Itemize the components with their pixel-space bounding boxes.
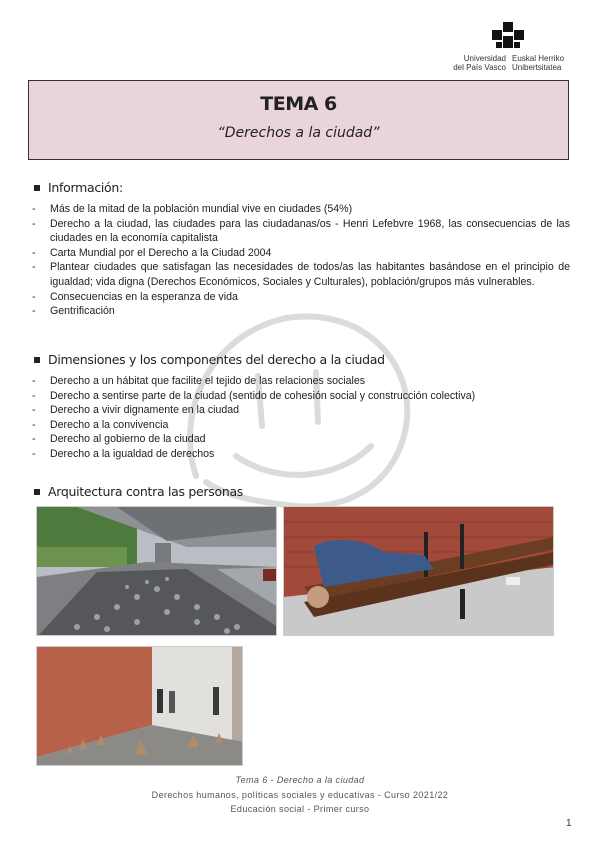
list-item: - Plantear ciudades que satisfagan las necesidades de todos/as las habitantes basándose en el principio de igualdad; vida digna (Derechos Económicos, Sociales y Culturales), población/grupos más vulnerables. (30, 260, 570, 289)
list-item: - Derecho a la igualdad de derechos (30, 447, 570, 462)
footer-course: Derechos humanos, políticas sociales y educativas - Curso 2021/22 (151, 790, 449, 800)
list-item: - Derecho a la convivencia (30, 418, 570, 433)
spikes-underpass-image (37, 507, 277, 636)
page-number: 1 (566, 818, 572, 829)
list-item: - Derecho a un hábitat que facilite el tejido de las relaciones sociales (30, 374, 570, 389)
photo-anti-homeless-spikes (36, 506, 277, 636)
logo-text-eu-1: Euskal Herriko (512, 54, 565, 63)
dimensiones-list (30, 374, 570, 462)
photo-bench-armrests (283, 506, 554, 636)
list-item: - Más de la mitad de la población mundial vive en ciudades (54%) (30, 202, 570, 217)
bullet-square-icon (34, 185, 40, 191)
section-informacion (30, 180, 570, 319)
logo-text-eu-2: Unibertsitatea (512, 63, 562, 72)
section-heading: Arquitectura contra las personas (48, 484, 244, 499)
university-logo (446, 16, 576, 76)
list-item: - Carta Mundial por el Derecho a la Ciudad 2004 (30, 246, 570, 261)
footer-degree: Educación social - Primer curso (230, 804, 370, 814)
upv-ehu-emblem-icon (490, 20, 526, 50)
list-item: - Derecho a vivir dignamente en la ciudad (30, 403, 570, 418)
info-list (30, 202, 570, 319)
section-dimensiones (30, 352, 570, 462)
list-item: - Gentrificación (30, 304, 570, 319)
bullet-square-icon (34, 357, 40, 363)
logo-text-es-2: del País Vasco (453, 63, 506, 72)
logo-text-es-1: Universidad (463, 54, 506, 63)
list-item: - Derecho a sentirse parte de la ciudad (sentido de cohesión social y construcción colectiva) (30, 389, 570, 404)
list-item: - Consecuencias en la esperanza de vida (30, 290, 570, 305)
title-box (28, 80, 569, 160)
section-heading: Dimensiones y los componentes del derecho a la ciudad (48, 352, 385, 367)
list-item: - Derecho al gobierno de la ciudad (30, 432, 570, 447)
footer-topic: Tema 6 - Derecho a la ciudad (235, 775, 365, 785)
photo-alley-spikes (36, 646, 243, 766)
bullet-square-icon (34, 489, 40, 495)
section-heading: Información: (48, 180, 123, 195)
alley-spikes-image (37, 647, 243, 766)
bench-sleeper-image (284, 507, 554, 636)
list-item: - Derecho a la ciudad, las ciudades para las ciudadanas/os - Henri Lefebvre 1968, las consecuencias de las ciudades en la economía capitalista (30, 217, 570, 246)
section-arquitectura (30, 484, 570, 502)
page-title: TEMA 6 (260, 93, 337, 115)
page-subtitle: “Derechos a la ciudad” (217, 125, 380, 141)
